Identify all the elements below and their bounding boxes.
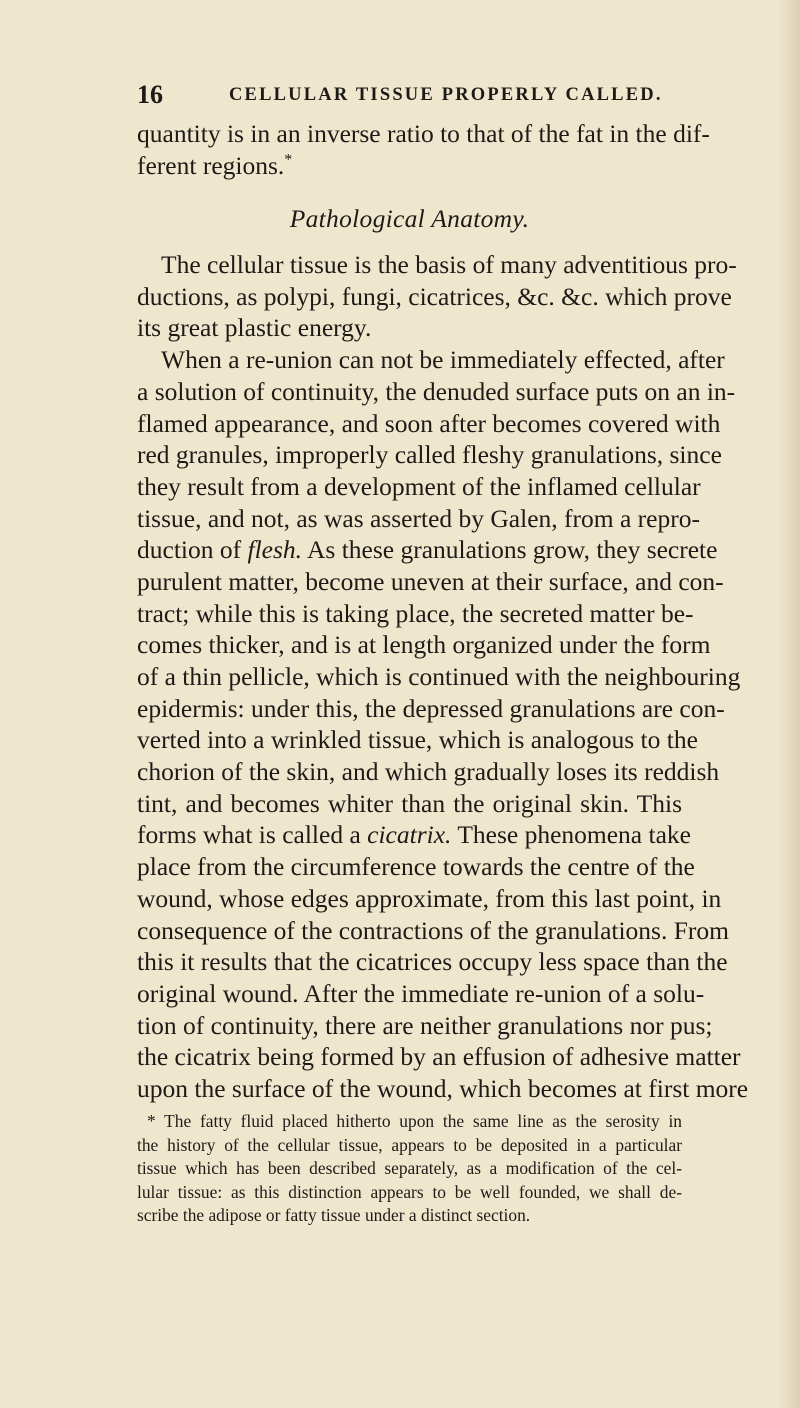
italic-term-flesh: flesh. [247,535,303,565]
section-heading: Pathological Anatomy. [289,204,530,234]
text-line: ductions, as polypi, fungi, cicatrices, &c. &c. which prove [137,281,732,311]
text-line: tissue, and not, as was asserted by Galen, from a repro- [137,503,700,533]
page-number: 16 [137,80,163,109]
running-head: CELLULAR TISSUE PROPERLY CALLED. [229,85,663,105]
footnote [137,1110,682,1228]
text-fragment: forms what is called a [137,820,368,850]
text-line: comes thicker, and is at length organized under the form [137,630,711,660]
text-line: tint, and becomes whiter than the original skin. This [137,788,682,818]
text-fragment: As these granulations grow, they secrete [302,535,718,565]
body-text [137,118,749,1105]
text-line: place from the circumference towards the centre of the [137,852,695,882]
text-line: of a thin pellicle, which is continued with the neighbouring [137,662,741,691]
text-line: quantity is in an inverse ratio to that of the fat in the dif- [137,119,710,148]
text-line: wound, whose edges approximate, from this last point, in [137,883,722,913]
text-fragment: These phenomena take [451,820,691,850]
text-line [137,150,682,182]
text-line: original wound. After the immediate re-union of a solu- [137,978,705,1008]
text-line: red granules, improperly called fleshy granulations, since [137,440,722,470]
text-line: a solution of continuity, the denuded surface puts on an in- [137,376,736,406]
text-line: they result from a development of the inflamed cellular [137,471,701,501]
text-line: chorion of the skin, and which gradually loses its reddish [137,757,720,787]
text-line: this it results that the cicatrices occupy less space than the [137,947,728,977]
text-line: verted into a wrinkled tissue, which is analogous to the [137,725,698,755]
text-line: consequence of the contractions of the granulations. From [137,915,729,945]
page-edge-shadow [778,0,800,1408]
text-line: tion of continuity, there are neither granulations nor pus; [137,1010,713,1040]
text-line: tract; while this is taking place, the secreted matter be- [137,598,694,628]
text-fragment: duction of [137,535,248,565]
text-line: its great plastic energy. [137,313,372,343]
footnote-line: tissue which has been described separately, as a modification of the cel- [137,1158,682,1178]
footnote-line: scribe the adipose or fatty tissue under a distinct section. [137,1205,531,1225]
footnote-line: * The fatty fluid placed hitherto upon the same line as the serosity in [147,1111,682,1131]
text-line: When a re-union can not be immediately effected, after [161,345,725,375]
text-line [137,819,691,851]
italic-term-cicatrix: cicatrix. [367,820,452,850]
text-line: the cicatrix being formed by an effusion of adhesive matter [137,1042,741,1072]
text-line: epidermis: under this, the depressed granulations are con- [137,693,725,723]
text-line-content: ferent regions. [137,150,285,180]
text-line: flamed appearance, and soon after becomes covered with [137,408,721,438]
text-line: purulent matter, become uneven at their surface, and con- [137,566,724,596]
text-line: The cellular tissue is the basis of many adventitious pro- [161,250,737,280]
footnote-marker: * [284,151,293,169]
footnote-line: lular tissue: as this distinction appears to be well founded, we shall de- [137,1181,682,1202]
text-line: upon the surface of the wound, which becomes at first more [137,1073,749,1103]
text-line [137,534,718,566]
footnote-line: the history of the cellular tissue, appears to be deposited in a particular [137,1134,682,1155]
page-header [137,80,697,110]
